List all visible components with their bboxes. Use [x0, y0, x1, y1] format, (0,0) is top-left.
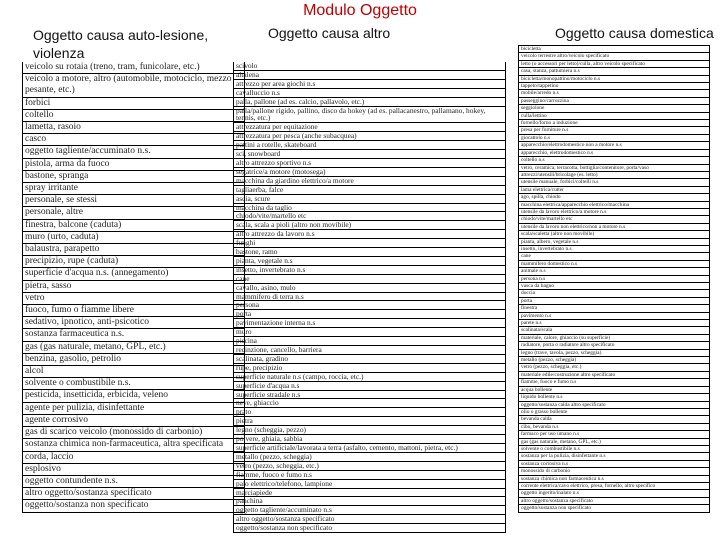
table-row: scala/scaletta (altro non movibile)	[519, 231, 709, 238]
heading-domestica: Oggetto causa domestica	[555, 25, 714, 41]
table-row: alcol	[23, 366, 244, 378]
table-row: passeggino/carrozzina	[519, 98, 709, 105]
table-row: sostanza corrosiva n.s	[519, 461, 709, 468]
table-row: persona	[234, 301, 505, 310]
table-row: doccia	[519, 290, 709, 297]
table-row: precipizio, rupe (caduta)	[23, 256, 244, 268]
table-row: funghi	[234, 239, 505, 248]
table-row: cavallo, asino, mulo	[234, 284, 505, 293]
table-row: bastone, ramo	[234, 248, 505, 257]
table-row: bicicletta	[519, 46, 709, 53]
table-row: agente per pulizia, disinfettante	[23, 403, 244, 415]
table-row: superficie artificiale/lavorata a terra (asfalto, cemento, mattoni, pietra, etc.)	[234, 444, 505, 453]
table-row: pavimento n.s	[519, 313, 709, 320]
table-row: sostanza farmaceutica n.s.	[23, 329, 244, 341]
table-row: scala, scala a pioli (altro non movibile)	[234, 221, 505, 230]
table-row: materiale edile/costruzione altro specificato	[519, 372, 709, 379]
table-row: presa per forniture n.s	[519, 127, 709, 134]
table-row: oggetto/sostanza non specificato	[519, 505, 709, 512]
table-row: oggetto tagliente/accuminato n.s	[234, 506, 505, 515]
table-domestica	[518, 45, 710, 513]
table-row: segatrice/a motore (motosega)	[234, 168, 505, 177]
table-row: attrezzi/utensili/bricolage (es. letto)	[519, 172, 709, 179]
table-row: prato	[234, 408, 505, 417]
table-row: chiodo/vite/martello etc	[234, 212, 505, 221]
table-row: benzina, gasolio, petrolio	[23, 354, 244, 366]
table-row: utensile da lavoro non elettrico/non a motore n.s	[519, 224, 709, 231]
table-row: solvente o combustibile n.s	[519, 446, 709, 453]
table-row: altro oggetto/sostanza specificato	[234, 515, 505, 524]
table-row: polvere, ghiaia, sabbia	[234, 435, 505, 444]
table-row: attrezzatura per equitazione	[234, 123, 505, 132]
table-row: cavalluccio n.s	[234, 89, 505, 98]
table-row: agente corrosivo	[23, 415, 244, 427]
table-row: palo elettrico/telefono, lampione	[234, 480, 505, 489]
table-row: utensile manuale, forbici/coltelli n.s	[519, 179, 709, 186]
table-row: altro oggetto/sostanza specificato	[23, 488, 244, 500]
table-row: sostanza chimica non farmaceutica n.s	[519, 476, 709, 483]
table-row: altalena	[234, 71, 505, 80]
table-row: oggetto tagliente/accuminato n.s.	[23, 146, 244, 158]
table-row: veicolo terrestre altro/veicolo specificato	[519, 53, 709, 60]
table-row: attrezzatura per pesca (anche subacquea)	[234, 132, 505, 141]
table-row: ago, spilla, chiodo	[519, 194, 709, 201]
table-row: legno (scheggia, pezzo)	[234, 426, 505, 435]
table-row: scalinata, gradino	[234, 355, 505, 364]
table-row: superficie d'acqua n.s. (annegamento)	[23, 268, 244, 280]
table-row: letto (o accessori per letto)/culla, altro veicolo specificato	[519, 61, 709, 68]
table-row: scalinata/scala	[519, 327, 709, 334]
table-row: fornello/forno a induzione	[519, 120, 709, 127]
table-row: oggetto ingerito/inalato n.s	[519, 490, 709, 497]
table-row: macchina da taglio	[234, 204, 505, 213]
table-row: radiatore, porta o radiatore altro specificato	[519, 342, 709, 349]
table-row: mammifero di terra n.s	[234, 293, 505, 302]
table-row: oggetto/sostanza non specificato	[23, 500, 244, 512]
table-row: pietra	[234, 417, 505, 426]
table-row: mammifero domestico n.s	[519, 261, 709, 268]
table-row: ascia, scure	[234, 195, 505, 204]
table-row: oggetto/sostanza non specificato	[234, 524, 505, 533]
table-row: altro attrezzo sportivo n.s	[234, 159, 505, 168]
table-row: fuoco, fumo o fiamme libere	[23, 305, 244, 317]
table-row: pistola, arma da fuoco	[23, 159, 244, 171]
table-row: animale n.s	[519, 268, 709, 275]
table-row: superficie stradale n.s	[234, 391, 505, 400]
table-row: culla/lettino	[519, 113, 709, 120]
table-row: altro oggetto/sostanza specificato	[519, 498, 709, 505]
table-row: corda, laccio	[23, 452, 244, 464]
table-row: muro	[234, 328, 505, 337]
table-row: palla, pallone (ad es. calcio, pallavolo, etc.)	[234, 98, 505, 107]
table-row: porta	[234, 310, 505, 319]
table-row: vetro	[23, 293, 244, 305]
table-row: forbici	[23, 98, 244, 110]
table-row: finestra	[519, 305, 709, 312]
table-row: bastone, spranga	[23, 171, 244, 183]
table-altro	[233, 62, 506, 533]
table-row: veicolo a motore, altro (automobile, motociclo, mezzo pesante, etc.)	[23, 74, 244, 97]
table-row: insetto, invertebrato n.s	[234, 266, 505, 275]
table-row: scivolo	[234, 62, 505, 71]
table-row: coltello n.s	[519, 157, 709, 164]
table-row: cibo, bevanda n.s	[519, 424, 709, 431]
table-row: lama elettrica/cutter	[519, 187, 709, 194]
table-row: piscina	[234, 337, 505, 346]
table-row: sostanza chimica non-farmaceutica, altra specificata	[23, 439, 244, 451]
table-row: chiodo/vite/martello etc	[519, 216, 709, 223]
table-row: fiamme, fuoco e fumo n.s	[234, 471, 505, 480]
table-row: personale, se stessi	[23, 195, 244, 207]
table-row: oggetto/sostanza calda altro specificato	[519, 402, 709, 409]
table-row: casco	[23, 134, 244, 146]
table-row: recinzione, cancello, barriera	[234, 346, 505, 355]
table-row: solvente o combustibile n.s.	[23, 378, 244, 390]
table-row: veicolo su rotaia (treno, tram, funicolare, etc.)	[23, 62, 244, 74]
table-row: olio o grasso bollente	[519, 409, 709, 416]
table-row: metallo (pezzo, scheggia)	[519, 357, 709, 364]
table-row: insetto, invertebrato n.s	[519, 246, 709, 253]
heading-altro: Oggetto causa altro	[268, 25, 391, 41]
table-row: monossido di carbonio	[519, 468, 709, 475]
table-row: sostanza per la pulizia, disinfettante n.s	[519, 453, 709, 460]
table-row: gas (gas naturale, metano, GPL, etc.)	[23, 342, 244, 354]
table-row: altro attrezzo da lavoro n.s	[234, 230, 505, 239]
table-row: porta	[519, 298, 709, 305]
table-row: casa, stanza, pattumiera n.s	[519, 68, 709, 75]
table-row: cane	[519, 253, 709, 260]
table-row: persona n.s	[519, 276, 709, 283]
table-row: gas (gas naturale, metano, GPL, etc.)	[519, 439, 709, 446]
table-row: materiale, calore, ghiaccio (su superficie)	[519, 335, 709, 342]
table-row: esplosivo	[23, 464, 244, 476]
table-row: oggetto contundente n.s.	[23, 476, 244, 488]
table-row: bicicletta/monopattino/motociclo n.s	[519, 76, 709, 83]
table-row: pietra, sasso	[23, 281, 244, 293]
table-row: sci, snowboard	[234, 150, 505, 159]
table-row: apparecchio/elettrodomestico non a motore n.s	[519, 142, 709, 149]
table-row: attrezzo per area giochi n.s	[234, 80, 505, 89]
table-row: balaustra, parapetto	[23, 244, 244, 256]
table-row: vetro (pezzo, scheggia, etc.)	[519, 364, 709, 371]
table-row: vetro, ceramica, terracotta, bottiglia/contenitore, porta/vaso	[519, 165, 709, 172]
table-row: corrente elettrica/cavo elettrico, presa, fornello, altro specifico	[519, 483, 709, 490]
table-row: seggiolone	[519, 105, 709, 112]
table-row: vasca da bagno	[519, 283, 709, 290]
table-row: macchina elettrica/apparecchio elettrico/macchina	[519, 202, 709, 209]
table-row: parete n.s	[519, 320, 709, 327]
table-row: spray irritante	[23, 183, 244, 195]
table-row: rupe, precipizio	[234, 364, 505, 373]
table-row: bevanda calda	[519, 416, 709, 423]
table-row: gas di scarico veicolo (monossido di carbonio)	[23, 427, 244, 439]
table-row: sedativo, ipnotico, anti-psicotico	[23, 317, 244, 329]
table-row: neve, ghiaccio	[234, 399, 505, 408]
table-row: vetro (pezzo, scheggia, etc.)	[234, 462, 505, 471]
table-row: pesticida, insetticida, erbicida, veleno	[23, 390, 244, 402]
table-row: pianta, albero, vegetale n.s	[519, 239, 709, 246]
table-row: coltello	[23, 110, 244, 122]
page-title: Modulo Oggetto	[303, 2, 417, 19]
table-row: giocattolo n.s	[519, 135, 709, 142]
table-row: panchina	[234, 497, 505, 506]
table-row: farmaco per uso umano n.s	[519, 431, 709, 438]
table-row: apparecchio, elettrodomestico n.s	[519, 150, 709, 157]
heading-autolesione: Oggetto causa auto-lesione, violenza	[33, 27, 209, 61]
table-row: metallo (pezzo, scheggia)	[234, 453, 505, 462]
table-row: acqua bollente	[519, 387, 709, 394]
table-row: mobile/arredo n.s	[519, 90, 709, 97]
table-row: lametta, rasoio	[23, 122, 244, 134]
table-row: tappeto/tappetino	[519, 83, 709, 90]
table-row: marciapiede	[234, 489, 505, 498]
table-row: utensile da lavoro elettrico/a motore n.s	[519, 209, 709, 216]
table-row: superficie naturale n.s (campo, roccia, etc.)	[234, 373, 505, 382]
table-row: fiamme, fuoco e fumo n.s	[519, 379, 709, 386]
table-autolesione	[22, 62, 245, 513]
table-row: superficie d'acqua n.s	[234, 382, 505, 391]
table-row: muro (urto, caduta)	[23, 232, 244, 244]
table-row: personale, altre	[23, 207, 244, 219]
table-row: finestra, balcone (caduta)	[23, 220, 244, 232]
table-row: pianta, vegetale n.s	[234, 257, 505, 266]
table-row: legno (trave, tavola, pezzo, scheggia)	[519, 350, 709, 357]
table-row: tagliaerba, falce	[234, 186, 505, 195]
table-row: liquido bollente n.s	[519, 394, 709, 401]
table-row: macchina da giardino elettrico/a motore	[234, 177, 505, 186]
table-row: pattini a rotelle, skateboard	[234, 141, 505, 150]
table-row: palla/pallone rigido, pallino, disco da hokey (ad es. pallacanestro, pallamano, hokey, tennis, etc.)	[234, 107, 505, 124]
table-row: pavimentazione interna n.s	[234, 319, 505, 328]
table-row: cane	[234, 275, 505, 284]
